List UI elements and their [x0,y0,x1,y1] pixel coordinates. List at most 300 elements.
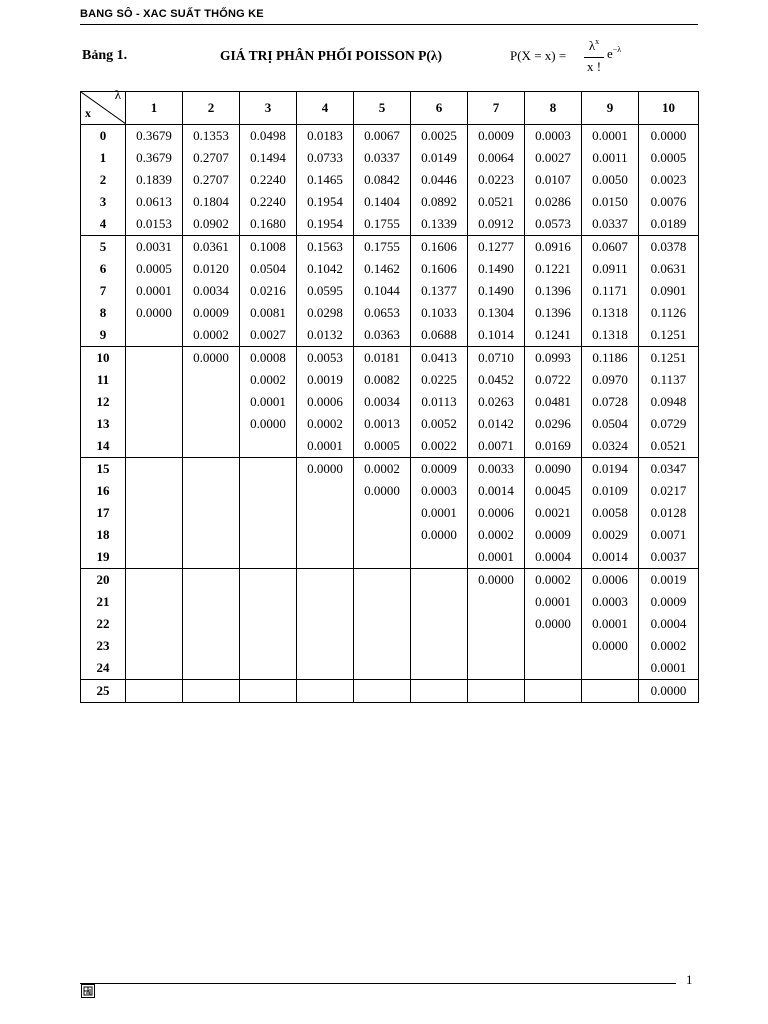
table-cell [126,569,183,592]
column-header: 5 [354,92,411,125]
table-cell [126,613,183,635]
table-cell: 0.0031 [126,236,183,259]
column-header: 7 [468,92,525,125]
table-row [81,435,699,458]
table-row [81,502,699,524]
table-cell: 0.0008 [240,347,297,370]
table-cell [297,657,354,680]
table-cell [354,680,411,703]
row-x-label: 13 [81,413,126,435]
row-x-label: 8 [81,302,126,324]
table-cell: 0.1954 [297,213,354,236]
formula-denominator: x ! [586,59,602,74]
table-cell: 0.0003 [525,125,582,148]
table-cell: 0.1804 [183,191,240,213]
table-cell [126,324,183,347]
table-cell: 0.1171 [582,280,639,302]
table-cell: 0.2240 [240,191,297,213]
table-cell [183,657,240,680]
table-cell: 0.0149 [411,147,468,169]
table-cell: 0.0001 [639,657,699,680]
formula-fraction-bar [584,57,604,58]
table-cell: 0.0000 [411,524,468,546]
row-x-label: 24 [81,657,126,680]
table-cell: 0.0002 [468,524,525,546]
table-cell: 0.0053 [297,347,354,370]
table-cell: 0.0892 [411,191,468,213]
table-cell [183,480,240,502]
table-cell: 0.0005 [354,435,411,458]
table-cell: 0.0120 [183,258,240,280]
table-cell: 0.0181 [354,347,411,370]
table-row [81,369,699,391]
row-x-label: 21 [81,591,126,613]
table-cell: 0.1404 [354,191,411,213]
table-cell: 0.1396 [525,302,582,324]
table-cell: 0.3679 [126,147,183,169]
table-cell: 0.0001 [525,591,582,613]
table-cell: 0.1494 [240,147,297,169]
table-cell: 0.1377 [411,280,468,302]
row-x-label: 19 [81,546,126,569]
table-cell: 0.0019 [297,369,354,391]
table-cell: 0.0337 [582,213,639,236]
table-cell: 0.0911 [582,258,639,280]
table-cell [240,502,297,524]
table-cell: 0.0000 [126,302,183,324]
table-cell: 0.0081 [240,302,297,324]
row-x-label: 10 [81,347,126,370]
column-header: 10 [639,92,699,125]
table-cell: 0.2707 [183,169,240,191]
table-cell [297,546,354,569]
table-cell: 0.1680 [240,213,297,236]
table-cell: 0.0993 [525,347,582,370]
table-cell: 0.0082 [354,369,411,391]
table-cell [297,591,354,613]
table-body [81,125,699,703]
table-cell [126,347,183,370]
table-cell: 0.0296 [525,413,582,435]
table-cell [468,591,525,613]
table-cell [297,569,354,592]
table-cell: 0.0573 [525,213,582,236]
table-cell: 0.0631 [639,258,699,280]
table-cell: 0.0000 [468,569,525,592]
table-cell: 0.0446 [411,169,468,191]
table-cell: 0.1839 [126,169,183,191]
table-cell: 0.0378 [639,236,699,259]
table-cell [126,680,183,703]
table-cell [126,635,183,657]
table-cell [468,635,525,657]
table-cell [297,524,354,546]
table-cell: 0.0223 [468,169,525,191]
table-cell [411,635,468,657]
table-row [81,391,699,413]
table-cell: 0.0004 [639,613,699,635]
row-x-label: 20 [81,569,126,592]
table-cell: 0.0504 [240,258,297,280]
table-cell: 0.1318 [582,302,639,324]
table-cell: 0.1606 [411,258,468,280]
table-cell: 0.0000 [240,413,297,435]
table-cell: 0.1465 [297,169,354,191]
table-cell [354,613,411,635]
table-cell: 0.2707 [183,147,240,169]
table-cell: 0.0521 [468,191,525,213]
footer-divider [80,983,676,984]
table-cell [126,591,183,613]
table-cell: 0.1044 [354,280,411,302]
table-cell [126,502,183,524]
table-row [81,324,699,347]
table-cell: 0.0607 [582,236,639,259]
table-cell [354,546,411,569]
table-cell: 0.0002 [525,569,582,592]
table-cell: 0.1186 [582,347,639,370]
table-cell: 0.0263 [468,391,525,413]
table-cell [126,524,183,546]
table-cell: 0.1490 [468,280,525,302]
table-cell: 0.0001 [582,613,639,635]
table-cell [411,680,468,703]
table-cell: 0.0004 [525,546,582,569]
table-cell [126,458,183,481]
table-cell [183,413,240,435]
table-cell: 0.1251 [639,347,699,370]
table-cell: 0.1042 [297,258,354,280]
table-cell [240,657,297,680]
table-cell [183,569,240,592]
table-cell: 0.0902 [183,213,240,236]
table-cell: 0.1277 [468,236,525,259]
table-cell: 0.0019 [639,569,699,592]
table-cell [240,569,297,592]
table-cell: 0.1014 [468,324,525,347]
table-cell [468,657,525,680]
table-cell [183,613,240,635]
table-row [81,125,699,148]
table-row [81,236,699,259]
table-cell: 0.0014 [468,480,525,502]
table-cell [411,591,468,613]
table-cell: 0.0000 [582,635,639,657]
table-cell: 0.0009 [639,591,699,613]
table-cell: 0.0413 [411,347,468,370]
table-cell: 0.0045 [525,480,582,502]
table-cell [297,480,354,502]
formula-lhs: P(X = x) = [510,48,567,63]
table-cell [411,613,468,635]
table-cell: 0.0728 [582,391,639,413]
table-row [81,347,699,370]
table-cell [183,524,240,546]
table-cell: 0.0009 [525,524,582,546]
table-cell [240,435,297,458]
table-cell: 0.0013 [354,413,411,435]
table-row [81,591,699,613]
table-cell: 0.0498 [240,125,297,148]
table-cell: 0.0006 [297,391,354,413]
table-cell: 0.0710 [468,347,525,370]
table-cell: 0.1126 [639,302,699,324]
row-x-label: 18 [81,524,126,546]
table-cell: 0.0970 [582,369,639,391]
table-cell [525,680,582,703]
table-cell [468,613,525,635]
table-row [81,169,699,191]
table-cell: 0.1490 [468,258,525,280]
table-cell: 0.0912 [468,213,525,236]
table-cell: 0.1008 [240,236,297,259]
table-cell: 0.0064 [468,147,525,169]
table-cell: 0.0011 [582,147,639,169]
table-row [81,280,699,302]
row-x-label: 2 [81,169,126,191]
table-cell: 0.0090 [525,458,582,481]
table-cell [240,591,297,613]
table-cell: 0.0337 [354,147,411,169]
table-cell: 0.0142 [468,413,525,435]
table-cell [240,613,297,635]
table-cell: 0.0002 [297,413,354,435]
table-cell: 0.0003 [582,591,639,613]
column-header: 4 [297,92,354,125]
table-cell: 0.0729 [639,413,699,435]
table-cell: 0.0000 [525,613,582,635]
table-row [81,657,699,680]
table-cell: 0.0363 [354,324,411,347]
table-cell: 0.1462 [354,258,411,280]
table-cell: 0.0029 [582,524,639,546]
table-cell [411,569,468,592]
table-cell: 0.0003 [411,480,468,502]
table-cell: 0.0217 [639,480,699,502]
table-cell: 0.0021 [525,502,582,524]
table-cell [240,680,297,703]
table-cell: 0.1339 [411,213,468,236]
table-cell: 0.1304 [468,302,525,324]
table-row [81,302,699,324]
row-x-label: 25 [81,680,126,703]
table-row [81,524,699,546]
table-cell: 0.0347 [639,458,699,481]
table-cell: 0.0022 [411,435,468,458]
table-cell: 0.0001 [240,391,297,413]
table-cell: 0.0001 [411,502,468,524]
row-x-label: 5 [81,236,126,259]
poisson-table [80,87,699,703]
table-cell: 0.0001 [126,280,183,302]
table-cell: 0.0653 [354,302,411,324]
table-cell [126,435,183,458]
table-cell: 0.0153 [126,213,183,236]
table-cell: 0.0504 [582,413,639,435]
table-cell [183,435,240,458]
table-cell [411,657,468,680]
column-header: 8 [525,92,582,125]
table-cell [240,546,297,569]
table-cell: 0.0000 [183,347,240,370]
table-cell: 0.1606 [411,236,468,259]
formula-numerator-exponent: x [595,37,600,46]
table-label: Bảng 1. [82,48,128,63]
table-cell [126,657,183,680]
table-cell: 0.1241 [525,324,582,347]
table-row [81,480,699,502]
table-cell: 0.0033 [468,458,525,481]
table-cell: 0.0521 [639,435,699,458]
table-cell: 0.0037 [639,546,699,569]
table-cell: 0.0183 [297,125,354,148]
table-cell: 0.1137 [639,369,699,391]
table-cell: 0.0452 [468,369,525,391]
table-cell: 0.1755 [354,213,411,236]
row-x-label: 11 [81,369,126,391]
table-cell: 0.0298 [297,302,354,324]
table-cell: 0.1563 [297,236,354,259]
row-x-label: 23 [81,635,126,657]
table-cell: 0.0076 [639,191,699,213]
table-cell: 0.0067 [354,125,411,148]
table-cell [240,635,297,657]
table-cell [183,635,240,657]
table-cell: 0.0001 [582,125,639,148]
formula-numerator: $\lambda^x$ [588,37,600,53]
table-cell [183,369,240,391]
page-header-title: BANG SÔ - XAC SUẤT THỐNG KE [80,8,264,20]
table-cell: 0.0071 [639,524,699,546]
table-cell [354,591,411,613]
table-cell: 0.0842 [354,169,411,191]
table-cell [183,680,240,703]
table-cell: 0.0286 [525,191,582,213]
table-cell: 0.3679 [126,125,183,148]
table-cell [183,546,240,569]
row-x-label: 17 [81,502,126,524]
table-cell: 0.0361 [183,236,240,259]
table-cell: 0.0000 [639,125,699,148]
corner-lambda-label: λ [114,87,121,102]
table-cell [582,657,639,680]
table-row [81,546,699,569]
table-cell [354,657,411,680]
table-cell: 0.0688 [411,324,468,347]
table-cell [354,635,411,657]
table-cell: 0.0150 [582,191,639,213]
table-cell: 0.0169 [525,435,582,458]
table-cell: 0.0113 [411,391,468,413]
table-cell [183,458,240,481]
column-header: 1 [126,92,183,125]
table-title: GIÁ TRỊ PHÂN PHỐI POISSON P(λ) [220,48,443,63]
table-cell: 0.0058 [582,502,639,524]
table-row [81,635,699,657]
table-header-row [81,92,699,125]
formula-exponent: −λ [612,45,622,54]
table-cell [126,391,183,413]
column-header: 2 [183,92,240,125]
table-cell: 0.1251 [639,324,699,347]
table-cell [525,657,582,680]
table-cell [126,480,183,502]
table-cell: 0.0225 [411,369,468,391]
row-x-label: 22 [81,613,126,635]
table-cell: 0.0733 [297,147,354,169]
table-cell: 0.0189 [639,213,699,236]
table-cell [354,524,411,546]
table-cell: 0.0009 [468,125,525,148]
column-header: 6 [411,92,468,125]
table-cell [582,680,639,703]
table-cell [183,391,240,413]
table-cell: 0.0722 [525,369,582,391]
table-cell: 0.0128 [639,502,699,524]
table-cell [240,458,297,481]
table-cell: 0.0916 [525,236,582,259]
row-x-label: 15 [81,458,126,481]
formula-exponential: $e^{-\lambda}$ [607,45,622,61]
row-x-label: 4 [81,213,126,236]
header-divider [80,24,698,25]
table-cell: 0.0071 [468,435,525,458]
table-cell: 0.0009 [183,302,240,324]
table-cell [354,569,411,592]
table-cell [183,591,240,613]
table-cell: 0.0613 [126,191,183,213]
table-cell: 0.0109 [582,480,639,502]
table-cell: 0.2240 [240,169,297,191]
table-cell: 0.0050 [582,169,639,191]
table-cell: 0.0014 [582,546,639,569]
table-corner-cell [81,87,126,125]
row-x-label: 0 [81,125,126,148]
row-x-label: 1 [81,147,126,169]
table-cell: 0.0009 [411,458,468,481]
table-cell: 0.0324 [582,435,639,458]
table-cell [297,613,354,635]
table-cell: 0.0006 [582,569,639,592]
table-row [81,680,699,703]
table-cell: 0.0107 [525,169,582,191]
column-header: 9 [582,92,639,125]
table-cell: 0.0002 [354,458,411,481]
row-x-label: 14 [81,435,126,458]
table-row [81,191,699,213]
table-cell [240,524,297,546]
corner-x-label: x [85,106,91,120]
table-cell [468,680,525,703]
table-cell: 0.0595 [297,280,354,302]
table-row [81,213,699,236]
table-cell: 0.0901 [639,280,699,302]
table-cell: 0.0132 [297,324,354,347]
table-cell: 0.1353 [183,125,240,148]
table-cell: 0.0002 [240,369,297,391]
table-cell: 0.0027 [240,324,297,347]
table-cell [411,546,468,569]
page-number: 1 [686,972,693,987]
table-cell [297,635,354,657]
table-cell [354,502,411,524]
table-cell: 0.0002 [183,324,240,347]
table-cell: 0.0481 [525,391,582,413]
table-cell: 0.0025 [411,125,468,148]
table-cell: 0.0005 [639,147,699,169]
table-cell: 0.1755 [354,236,411,259]
table-row [81,458,699,481]
